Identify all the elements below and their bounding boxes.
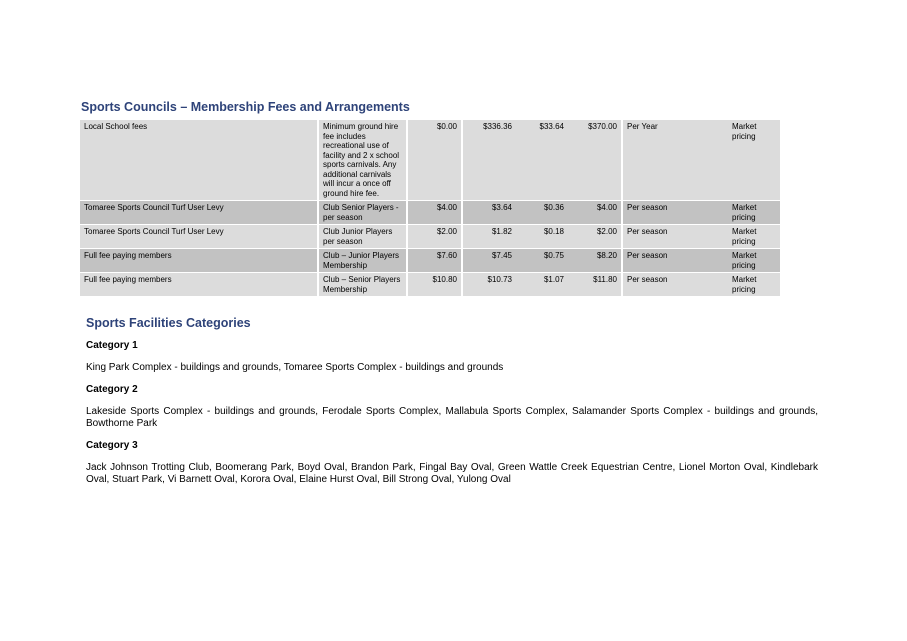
fee-description: Club Senior Players - per season (319, 201, 406, 225)
fee-period: Per Year (623, 120, 728, 201)
category-text: Jack Johnson Trotting Club, Boomerang Park, Boyd Oval, Brandon Park, Fingal Bay Oval, Green Wattle Creek Equestrian Centre, Lionel Morton Oval, Kindlebark Oval, Stuart Park, Vi Barnett Oval, Korora Oval, Elaine Hurst Oval, Bill Strong Oval, Yulong Oval (86, 462, 818, 485)
table-row (80, 225, 780, 249)
fee-description: Club – Junior Players Membership (319, 249, 406, 273)
fee-period: Per season (623, 249, 728, 273)
table-row (80, 249, 780, 273)
fee-value-4: $8.20 (568, 249, 621, 273)
fees-section-title: Sports Councils – Membership Fees and Arrangements (81, 100, 410, 114)
fee-name: Full fee paying members (80, 273, 317, 297)
fee-value-4: $370.00 (568, 120, 621, 201)
fee-value-3: $0.36 (516, 201, 568, 225)
category-heading: Category 1 (86, 340, 138, 351)
fee-value-3: $0.75 (516, 249, 568, 273)
table-row (80, 201, 780, 225)
fee-pricing: Market pricing (728, 120, 780, 201)
fee-value-3: $0.18 (516, 225, 568, 249)
table-row (80, 120, 780, 201)
fee-value-4: $2.00 (568, 225, 621, 249)
fee-name: Full fee paying members (80, 249, 317, 273)
fee-value-1: $10.80 (408, 273, 461, 297)
fee-value-1: $4.00 (408, 201, 461, 225)
fee-value-1: $0.00 (408, 120, 461, 201)
fee-name: Tomaree Sports Council Turf User Levy (80, 201, 317, 225)
fee-value-4: $11.80 (568, 273, 621, 297)
facilities-section (86, 316, 818, 496)
fee-value-2: $10.73 (463, 273, 516, 297)
fee-pricing: Market pricing (728, 249, 780, 273)
fee-value-2: $7.45 (463, 249, 516, 273)
fee-value-1: $7.60 (408, 249, 461, 273)
fee-pricing: Market pricing (728, 225, 780, 249)
fee-value-3: $1.07 (516, 273, 568, 297)
fee-value-1: $2.00 (408, 225, 461, 249)
fee-value-2: $3.64 (463, 201, 516, 225)
fee-description: Club Junior Players per season (319, 225, 406, 249)
facilities-title: Sports Facilities Categories (86, 316, 251, 330)
fees-table (80, 120, 780, 297)
fee-pricing: Market pricing (728, 273, 780, 297)
category-heading: Category 2 (86, 384, 138, 395)
category-text: King Park Complex - buildings and grounds, Tomaree Sports Complex - buildings and grounds (86, 362, 504, 373)
category-heading: Category 3 (86, 440, 138, 451)
fee-description: Club – Senior Players Membership (319, 273, 406, 297)
fee-period: Per season (623, 273, 728, 297)
table-row (80, 273, 780, 297)
category-text: Lakeside Sports Complex - buildings and grounds, Ferodale Sports Complex, Mallabula Sports Complex, Salamander Sports Complex - buildings and grounds, Bowthorne Park (86, 406, 818, 429)
fee-name: Local School fees (80, 120, 317, 201)
fee-pricing: Market pricing (728, 201, 780, 225)
fee-name: Tomaree Sports Council Turf User Levy (80, 225, 317, 249)
fee-value-4: $4.00 (568, 201, 621, 225)
fee-period: Per season (623, 201, 728, 225)
fee-value-2: $1.82 (463, 225, 516, 249)
fee-value-3: $33.64 (516, 120, 568, 201)
fee-value-2: $336.36 (463, 120, 516, 201)
fee-period: Per season (623, 225, 728, 249)
fee-description: Minimum ground hire fee includes recreational use of facility and 2 x school sports carnivals. Any additional carnivals will incur a once off ground hire fee. (319, 120, 406, 201)
